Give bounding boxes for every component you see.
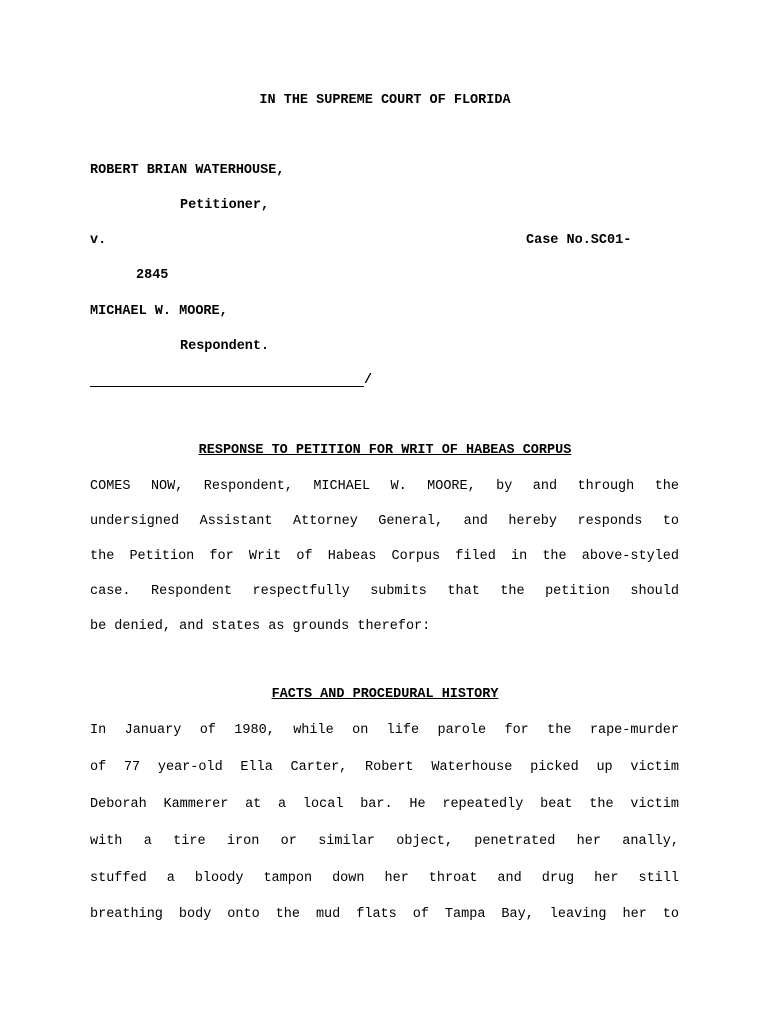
intro-line-4: case. Respondent respectfully submits that the petition should (90, 584, 679, 599)
caption-rule (90, 386, 364, 387)
intro-line-2: undersigned Assistant Attorney General, and hereby responds to (90, 514, 679, 529)
facts-line-1: In January of 1980, while on life parole for the rape-murder (90, 723, 679, 738)
facts-line-5: stuffed a bloody tampon down her throat and drug her still (90, 871, 679, 886)
respondent-name: MICHAEL W. MOORE, (90, 304, 228, 319)
versus-label: v. (90, 233, 107, 248)
court-heading: IN THE SUPREME COURT OF FLORIDA (259, 93, 511, 108)
petitioner-name: ROBERT BRIAN WATERHOUSE, (90, 163, 285, 178)
facts-line-6: breathing body onto the mud flats of Tampa Bay, leaving her to (90, 907, 679, 922)
intro-line-3: the Petition for Writ of Habeas Corpus filed in the above-styled (90, 549, 679, 564)
intro-line-1: COMES NOW, Respondent, MICHAEL W. MOORE, by and through the (90, 479, 679, 494)
intro-line-5: be denied, and states as grounds therefor: (90, 619, 431, 634)
case-number: Case No.SC01- (526, 233, 632, 248)
caption-slash: / (364, 373, 373, 388)
respondent-label: Respondent. (180, 339, 270, 354)
petitioner-label: Petitioner, (180, 198, 270, 213)
facts-heading: FACTS AND PROCEDURAL HISTORY (271, 687, 499, 702)
response-heading: RESPONSE TO PETITION FOR WRIT OF HABEAS CORPUS (198, 443, 572, 458)
facts-line-4: with a tire iron or similar object, penetrated her anally, (90, 834, 679, 849)
facts-line-2: of 77 year-old Ella Carter, Robert Waterhouse picked up victim (90, 760, 679, 775)
case-number-continued: 2845 (136, 268, 169, 283)
facts-line-3: Deborah Kammerer at a local bar. He repeatedly beat the victim (90, 797, 679, 812)
